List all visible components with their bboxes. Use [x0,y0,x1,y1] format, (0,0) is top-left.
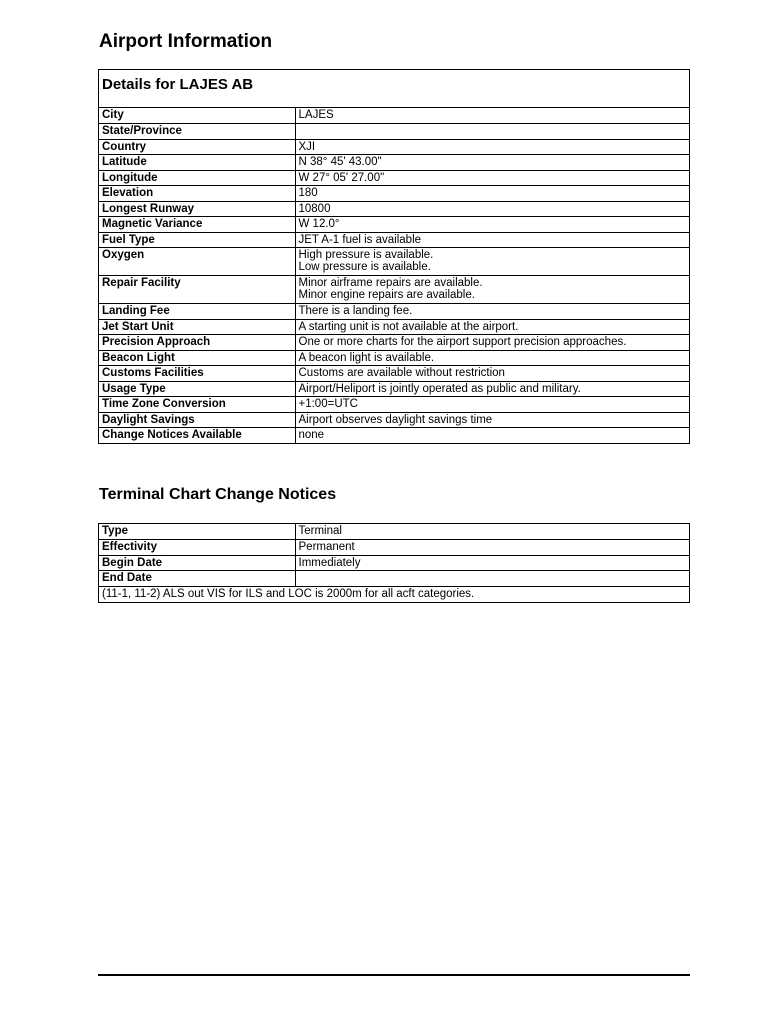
notice-row-label: Type [99,524,295,540]
details-row [99,139,689,155]
details-row-label: Landing Fee [99,304,295,320]
details-heading: Details for LAJES AB [99,70,689,108]
details-value-line: 180 [298,187,318,199]
change-notices-title: Terminal Chart Change Notices [99,486,337,503]
details-row [99,248,689,276]
details-value-line: There is a landing fee. [298,305,413,317]
details-row-value [295,397,689,413]
details-row [99,186,689,202]
details-row-label: Longest Runway [99,201,295,217]
details-row-label: Repair Facility [99,276,295,304]
details-row [99,232,689,248]
notice-row-value: Immediately [295,555,689,571]
details-row [99,319,689,335]
details-value-line: Airport observes daylight savings time [298,413,493,426]
details-row [99,276,689,304]
details-row-value [295,304,689,320]
details-row-label: Elevation [99,186,295,202]
details-row-value [295,170,689,186]
details-row-label: Customs Facilities [99,366,295,382]
notice-row-value [295,571,689,587]
details-value-line: One or more charts for the airport support precision approaches. [298,336,627,348]
details-row-value [295,412,689,428]
details-value-line: LAJES [298,109,334,121]
details-row [99,170,689,186]
notice-text-row [99,586,689,602]
details-value-line: A beacon light is available. [298,351,435,364]
details-row [99,412,689,428]
details-row-label: State/Province [99,124,295,140]
notice-text: (11-1, 11-2) ALS out VIS for ILS and LOC is 2000m for all acft categories. [99,586,689,602]
details-value-line: W 12.0° [298,218,340,230]
details-row [99,201,689,217]
details-value-line: Minor engine repairs are available. [298,289,475,301]
details-value-line: JET A-1 fuel is available [298,233,422,246]
details-row-value [295,155,689,171]
notice-row [99,555,689,571]
change-notices-table [99,524,689,602]
details-row-label: Longitude [99,170,295,186]
details-value-line: W 27° 05' 27.00" [298,171,385,184]
details-row-value [295,108,689,124]
details-value-line: +1:00=UTC [298,398,358,410]
notice-row [99,540,689,556]
details-row [99,428,689,444]
details-row-label: City [99,108,295,124]
notice-row-label: Effectivity [99,540,295,556]
notice-row-label: End Date [99,571,295,587]
details-row-label: Time Zone Conversion [99,397,295,413]
details-row-value [295,217,689,233]
details-row [99,397,689,413]
details-row-value [295,232,689,248]
details-row-value [295,366,689,382]
notice-row-value: Terminal [298,525,342,537]
details-value-line: N 38° 45' 43.00" [298,156,382,168]
notice-row [99,524,689,540]
details-row [99,124,689,140]
details-row [99,108,689,124]
details-row-value [295,124,689,140]
details-row-label: Fuel Type [99,232,295,248]
details-row [99,350,689,366]
details-value-line: XJI [298,140,316,153]
details-row-value [295,139,689,155]
details-row-value [295,381,689,397]
details-row-label: Change Notices Available [99,428,295,444]
details-value-line: Customs are available without restriction [298,367,505,379]
notice-row-value: Permanent [295,540,689,556]
details-row-value [295,350,689,366]
details-row [99,217,689,233]
details-row-value [295,276,689,304]
details-row [99,381,689,397]
details-row [99,366,689,382]
details-row [99,335,689,351]
notice-row [99,571,689,587]
details-row-label: Jet Start Unit [99,319,295,335]
details-row-value [295,201,689,217]
details-row-value [295,248,689,276]
details-row [99,155,689,171]
airport-details-table [99,108,689,443]
details-row-label: Magnetic Variance [99,217,295,233]
page-footer-rule [98,974,690,976]
details-row-label: Latitude [99,155,295,171]
details-value-line: Minor airframe repairs are available. [298,277,483,289]
details-value-line: High pressure is available. [298,249,434,261]
details-row [99,304,689,320]
details-row-label: Precision Approach [99,335,295,351]
details-row-label: Usage Type [99,381,295,397]
details-row-label: Daylight Savings [99,412,295,428]
details-row-label: Country [99,139,295,155]
details-row-value [295,319,689,335]
notice-row-label: Begin Date [99,555,295,571]
details-row-value [295,335,689,351]
details-row-label: Oxygen [99,248,295,276]
details-row-value [295,186,689,202]
details-value-line: Airport/Heliport is jointly operated as public and military. [298,382,581,395]
page-title: Airport Information [99,31,273,52]
details-value-line: 10800 [298,202,331,215]
details-row-value [295,428,689,444]
details-row-label: Beacon Light [99,350,295,366]
airport-details-panel [98,69,690,444]
details-value-line: A starting unit is not available at the airport. [298,320,519,333]
change-notices-panel [98,523,690,603]
details-value-line: Low pressure is available. [298,261,431,273]
details-value-line: none [298,429,325,441]
